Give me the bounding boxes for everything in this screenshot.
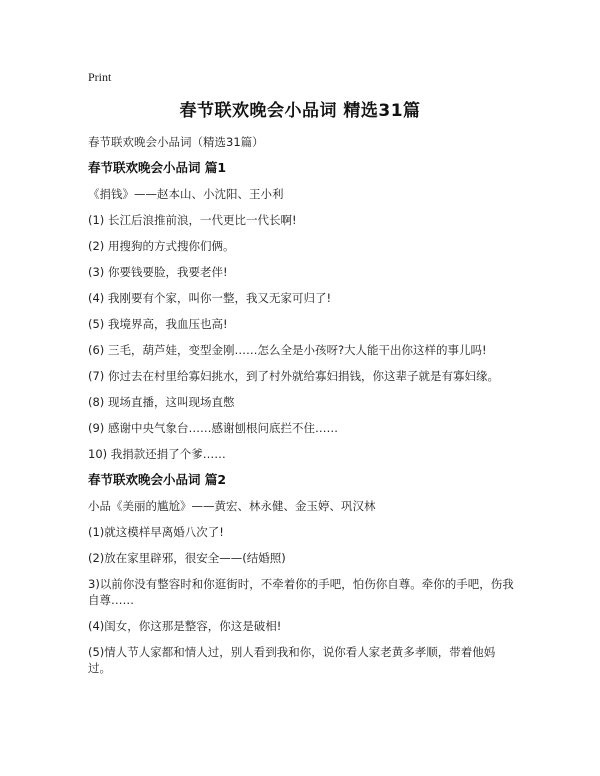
dialogue-line: (8) 现场直播，这叫现场直憋 (88, 395, 235, 409)
document-body (88, 134, 518, 686)
dialogue-line: (9) 感谢中央气象台……感谢刨根问底拦不住…… (88, 421, 338, 435)
dialogue-line: (5) 我境界高，我血压也高! (88, 317, 228, 331)
dialogue-line: (2)放在家里辟邪，很安全——(结婚照) (88, 551, 286, 565)
dialogue-line: (4)闺女，你这那是整容，你这是破相! (88, 619, 282, 633)
dialogue-line: (5)情人节人家都和情人过，别人看到我和你，说你看人家老黄多孝顺，带着他妈过。 (88, 645, 496, 675)
section-heading: 春节联欢晚会小品词 篇1 (88, 160, 227, 175)
section-heading: 春节联欢晚会小品词 篇2 (88, 472, 227, 487)
dialogue-line: (1) 长江后浪推前浪，一代更比一代长啊! (88, 213, 297, 227)
section-2 (88, 472, 518, 676)
document-title: 春节联欢晚会小品词 精选31篇 (179, 101, 421, 121)
section-1 (88, 160, 518, 462)
dialogue-line: (6) 三毛，葫芦娃，变型金刚……怎么全是小孩呀?大人能干出你这样的事儿吗! (88, 343, 487, 357)
section-subtitle: 《捐钱》——赵本山、小沈阳、王小利 (88, 187, 284, 201)
dialogue-line: (4) 我刚要有个家，叫你一整，我又无家可归了! (88, 291, 332, 305)
section-subtitle: 小品《美丽的尴尬》——黄宏、林永健、金玉婷、巩汉林 (88, 499, 376, 513)
intro-line: 春节联欢晚会小品词（精选31篇） (88, 135, 264, 149)
dialogue-line: (3) 你要钱要脸，我要老伴! (88, 265, 228, 279)
print-label[interactable]: Print (88, 70, 112, 84)
dialogue-line: (1)就这模样早离婚八次了! (88, 525, 224, 539)
dialogue-line: 10) 我捐款还捐了个爹…… (88, 447, 226, 461)
dialogue-line: (2) 用搜狗的方式搜你们俩。 (88, 239, 235, 253)
dialogue-line: 3)以前你没有整容时和你逛街时，不牵着你的手吧，怕伤你自尊。牵你的手吧，伤我自尊…… (88, 577, 514, 607)
dialogue-line: (7) 你过去在村里给寡妇挑水，到了村外就给寡妇捐钱，你这辈子就是有寡妇缘。 (88, 369, 499, 383)
